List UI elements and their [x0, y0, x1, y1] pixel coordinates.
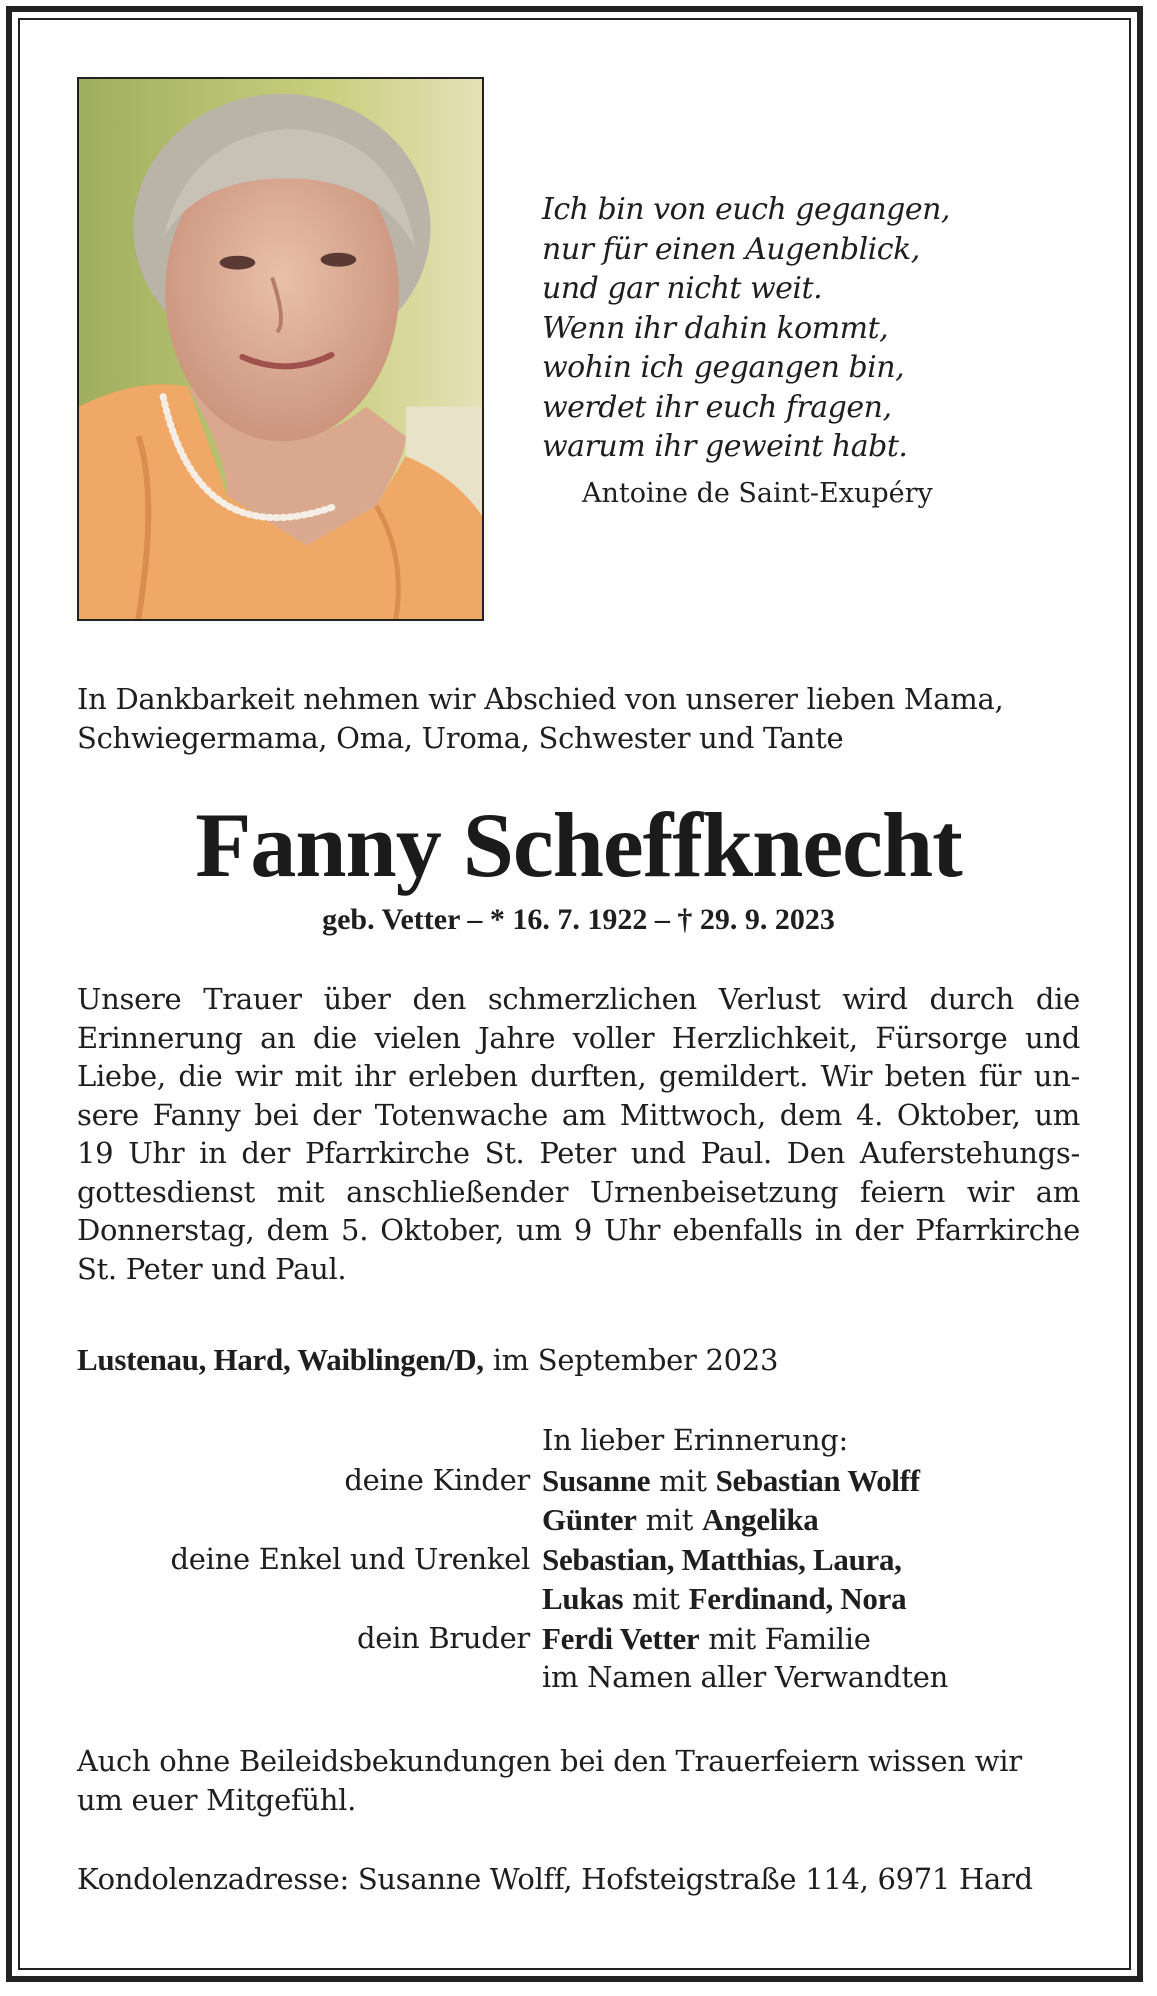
- mourner-entry: [542, 1542, 902, 1578]
- intro-line: In Dankbarkeit nehmen wir Abschied von unserer lieben Mama,: [77, 682, 1004, 716]
- intro-text: [77, 680, 1087, 758]
- mourner-entry: [542, 1581, 906, 1617]
- announcement-line: 19 Uhr in der Pfarrkirche St. Peter und Paul. Den Auferstehungs-: [77, 1136, 1080, 1170]
- mourner-name: Susanne: [542, 1462, 651, 1498]
- poem: [542, 190, 1102, 467]
- mourners-row: [0, 1502, 1157, 1542]
- connector: mit: [632, 1582, 680, 1616]
- portrait-illustration: [79, 79, 482, 619]
- poem-line: nur für einen Augenblick,: [542, 231, 920, 267]
- connector: mit: [645, 1503, 694, 1537]
- announcement-line: Donnerstag, dem 5. Oktober, um 9 Uhr ebenfalls in der Pfarrkirche: [77, 1213, 1080, 1247]
- announcement-line: Liebe, die wir mit ihr erleben durften, gemildert. Wir beten für un-: [77, 1059, 1080, 1093]
- mourners-row: [0, 1660, 1157, 1700]
- poem-author: Antoine de Saint-Exupéry: [582, 478, 933, 509]
- announcement-line: Unsere Trauer über den schmerzlichen Verlust wird durch die: [77, 982, 1080, 1016]
- poem-line: werdet ihr euch fragen,: [542, 389, 892, 425]
- poem-line: und gar nicht weit.: [542, 271, 823, 306]
- poem-line: wohin ich gegangen bin,: [542, 350, 905, 385]
- relation-label: deine Enkel und Urenkel: [170, 1541, 530, 1576]
- mourners-heading: In lieber Erinnerung:: [542, 1423, 848, 1457]
- connector: mit Familie: [708, 1621, 871, 1656]
- deceased-name: Fanny Scheffknecht: [195, 794, 962, 896]
- mourners-row: [0, 1463, 1157, 1503]
- mourners-row: [0, 1621, 1157, 1661]
- condolence-address: Kondolenzadresse: Susanne Wolff, Hofsteigstraße 114, 6971 Hard: [77, 1862, 1033, 1896]
- connector: mit: [659, 1463, 707, 1498]
- date-text: im September 2023: [492, 1343, 779, 1377]
- mourners-row: [0, 1581, 1157, 1621]
- mourner-name: Sebastian Wolff: [715, 1462, 920, 1498]
- intro-line: Schwiegermama, Oma, Uroma, Schwester und Tante: [77, 721, 844, 755]
- closing-line: Auch ohne Beileidsbekundungen bei den Trauerfeiern wissen wir: [77, 1744, 1022, 1778]
- poem-line: warum ihr geweint habt.: [542, 429, 908, 464]
- poem-line: Wenn ihr dahin kommt,: [542, 310, 889, 346]
- announcement-line: gottesdienst mit anschließender Urnenbeisetzung feiern wir am: [77, 1174, 1080, 1209]
- mourners-list: [0, 1423, 1157, 1700]
- mourners-row: [0, 1423, 1157, 1463]
- portrait-photo: [77, 77, 484, 621]
- mourner-entry: [542, 1463, 920, 1499]
- mourners-all: im Namen aller Verwandten: [542, 1660, 948, 1694]
- mourner-entry: [542, 1502, 818, 1538]
- announcement-line: St. Peter und Paul.: [77, 1251, 347, 1286]
- closing-text: [77, 1742, 1087, 1820]
- mourner-name: Ferdinand, Nora: [688, 1581, 907, 1616]
- mourners-row: [0, 1542, 1157, 1582]
- mourner-name: Ferdi Vetter: [542, 1620, 700, 1656]
- relation-label: dein Bruder: [356, 1620, 530, 1655]
- mourner-name: Angelika: [702, 1502, 819, 1537]
- relation-label: deine Kinder: [344, 1462, 530, 1497]
- poem-line: Ich bin von euch gegangen,: [542, 192, 950, 227]
- places: Lustenau, Hard, Waiblingen/D,: [77, 1342, 484, 1377]
- mourner-name: Lukas: [542, 1581, 624, 1616]
- announcement-line: Erinnerung an die vielen Jahre voller Herzlichkeit, Fürsorge und: [77, 1020, 1080, 1055]
- place-and-date: [77, 1342, 778, 1378]
- life-dates: geb. Vetter – * 16. 7. 1922 – † 29. 9. 2023: [322, 903, 835, 936]
- announcement-line: sere Fanny bei der Totenwache am Mittwoch, dem 4. Oktober, um: [77, 1097, 1080, 1132]
- mourner-entry: [542, 1621, 871, 1657]
- closing-line: um euer Mitgefühl.: [77, 1783, 357, 1817]
- mourner-name: Sebastian, Matthias, Laura,: [542, 1541, 902, 1577]
- mourner-name: Günter: [542, 1502, 637, 1537]
- announcement-text: [77, 980, 1080, 1288]
